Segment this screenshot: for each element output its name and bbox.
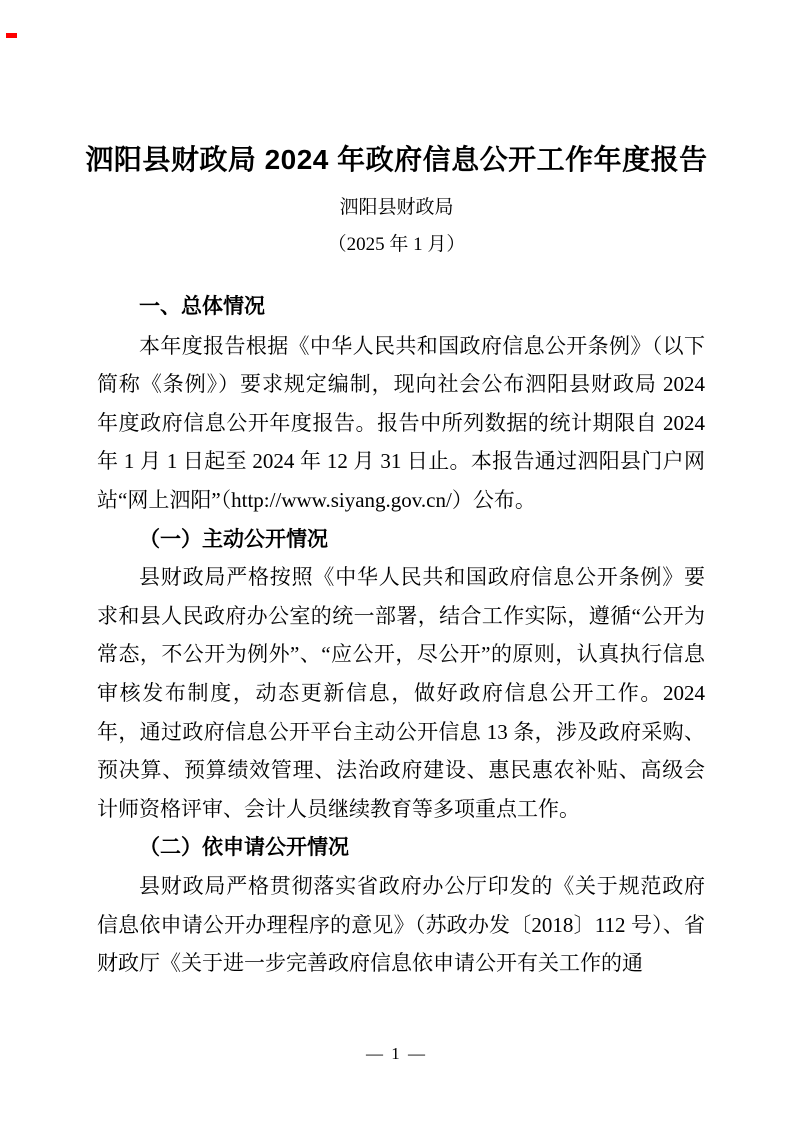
subsection-heading-proactive-disclosure: （一）主动公开情况 xyxy=(139,526,328,551)
section-heading-overall: 一、总体情况 xyxy=(139,295,265,318)
document-author: 泗阳县财政局 xyxy=(339,197,454,218)
document-title: 泗阳县财政局 2024 年政府信息公开工作年度报告 xyxy=(85,144,708,175)
paragraph-proactive-disclosure: 县财政局严格按照《中华人民共和国政府信息公开条例》要求和县人民政府办公室的统一部署，结合工作实际，遵循“公开为常态，不公开为例外”、“应公开，尽公开”的原则，认真执行信息审核发布制度，动态更新信息，做好政府信息公开工作。2024 年，通过政府信息公开平台主动公开信息 13 条，涉及政府采购、预决算、预算绩效管理、法治政府建设、惠民惠农补贴、高级会计师资格评审、会计人员继续教育等多项重点工作。 xyxy=(97,565,705,821)
paragraph-disclosure-upon-request: 县财政局严格贯彻落实省政府办公厅印发的《关于规范政府信息依申请公开办理程序的意见》（苏政办发〔2018〕112 号）、省财政厅《关于进一步完善政府信息依申请公开有关工作的通 xyxy=(97,873,705,976)
paragraph-overview: 本年度报告根据《中华人民共和国政府信息公开条例》（以下简称《条例》）要求规定编制，现向社会公布泗阳县财政局 2024 年度政府信息公开年度报告。报告中所列数据的统计期限自 2024 年 1 月 1 日起至 2024 年 12 月 31 日止。本报告通过泗阳县门户网站“网上泗阳”（http://www.siyang.gov.cn/）公布。 xyxy=(97,333,705,512)
page-number: — 1 — xyxy=(366,1044,427,1063)
document-body xyxy=(97,288,705,983)
document-date: （2025 年 1 月） xyxy=(327,234,466,255)
document-header xyxy=(0,0,793,258)
subsection-heading-disclosure-upon-request: （二）依申请公开情况 xyxy=(139,835,349,860)
red-mark xyxy=(6,33,17,38)
